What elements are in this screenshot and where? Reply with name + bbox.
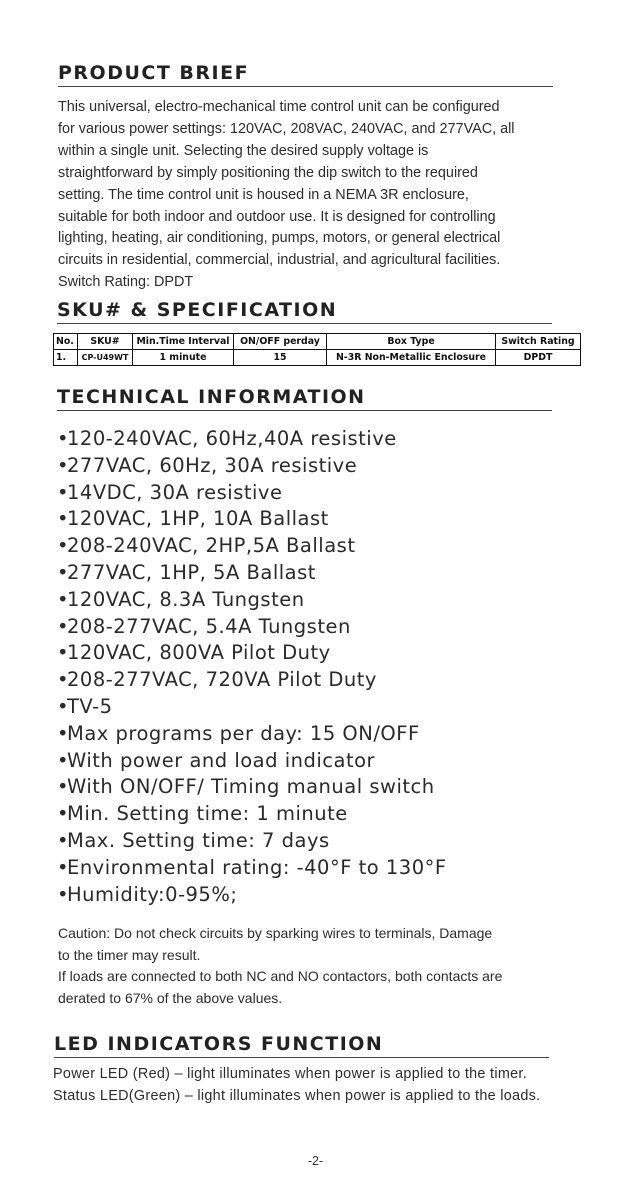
tech-item-text: 120VAC, 1HP, 10A Ballast	[67, 507, 329, 531]
tech-item	[57, 426, 447, 453]
tech-item-text: 277VAC, 60Hz, 30A resistive	[67, 453, 358, 477]
bullet-icon: •	[57, 427, 70, 450]
tech-item-text: Max. Setting time: 7 days	[67, 828, 330, 852]
product-brief-rule	[58, 86, 553, 87]
tech-item	[57, 748, 447, 775]
tech-item-text: 277VAC, 1HP, 5A Ballast	[67, 560, 316, 584]
bullet-icon: •	[57, 560, 70, 584]
bullet-icon: •	[57, 587, 70, 611]
bullet-icon: •	[57, 534, 70, 558]
tech-item-text: Max programs per day: 15 ON/OFF	[67, 721, 420, 745]
brief-line: within a single unit. Selecting the desired supply voltage is	[58, 142, 429, 159]
brief-line: suitable for both indoor and outdoor use. It is designed for controlling	[58, 208, 496, 225]
brief-line: circuits in residential, commercial, industrial, and agricultural facilities.	[58, 252, 501, 269]
led-line: Power LED (Red) – light illuminates when power is applied to the timer.	[53, 1066, 528, 1082]
bullet-icon: •	[57, 748, 70, 772]
brief-line: for various power settings: 120VAC, 208VAC, 240VAC, and 277VAC, all	[58, 120, 515, 137]
caution-line: Caution: Do not check circuits by sparking wires to terminals, Damage	[58, 925, 493, 941]
led-line: Status LED(Green) – light illuminates when power is applied to the loads.	[53, 1087, 541, 1104]
tech-item-text: 120VAC, 800VA Pilot Duty	[67, 641, 331, 665]
bullet-icon: •	[57, 721, 70, 745]
tech-item	[57, 533, 447, 560]
caution-line: If loads are connected to both NC and NO contactors, both contacts are	[58, 968, 503, 984]
spec-cell: 1.	[54, 350, 78, 366]
sku-spec-heading: SKU# & SPECIFICATION	[57, 299, 338, 321]
product-brief-heading: PRODUCT BRIEF	[58, 62, 250, 84]
led-indicators-heading: LED INDICATORS FUNCTION	[54, 1033, 384, 1055]
caution-line: derated to 67% of the above values.	[58, 989, 283, 1006]
spec-table	[53, 333, 581, 366]
tech-item	[57, 640, 447, 667]
bullet-icon: •	[57, 828, 70, 852]
bullet-icon: •	[57, 855, 70, 879]
technical-info-list	[57, 426, 447, 908]
tech-item	[57, 480, 447, 507]
tech-item	[57, 882, 447, 909]
tech-item-text: Min. Setting time: 1 minute	[67, 802, 348, 826]
bullet-icon: •	[57, 802, 70, 826]
led-indicators-rule	[54, 1057, 549, 1058]
tech-item	[57, 667, 447, 694]
tech-item	[57, 721, 447, 748]
brief-line: Switch Rating: DPDT	[58, 274, 194, 291]
spec-data-row	[54, 350, 581, 366]
product-brief-text	[58, 97, 588, 294]
spec-header-cell: Min.Time Interval	[133, 334, 234, 350]
tech-item-text: With power and load indicator	[67, 748, 376, 772]
technical-info-rule	[57, 410, 552, 411]
caution-line: to the timer may result.	[58, 946, 201, 963]
brief-line: setting. The time control unit is housed in a NEMA 3R enclosure,	[58, 186, 469, 203]
tech-item-text: 208-277VAC, 720VA Pilot Duty	[67, 668, 377, 692]
spec-header-cell: Switch Rating	[496, 334, 581, 350]
tech-item-text: 14VDC, 30A resistive	[67, 480, 283, 504]
tech-item	[57, 774, 447, 801]
tech-item	[57, 453, 447, 480]
page-number: -2-	[307, 1154, 324, 1168]
tech-item	[57, 828, 447, 855]
bullet-icon: •	[57, 507, 70, 531]
bullet-icon: •	[57, 882, 70, 906]
spec-cell: 15	[234, 350, 327, 366]
spec-cell: 1 minute	[133, 350, 234, 366]
tech-item	[57, 587, 447, 614]
technical-info-heading: TECHNICAL INFORMATION	[57, 386, 366, 408]
tech-item	[57, 694, 447, 721]
spec-header-cell: Box Type	[327, 334, 496, 350]
spec-header-cell: No.	[54, 334, 78, 350]
bullet-icon: •	[57, 614, 70, 638]
bullet-icon: •	[57, 668, 70, 692]
spec-cell: DPDT	[496, 350, 581, 366]
tech-item-text: 120VAC, 8.3A Tungsten	[67, 587, 305, 611]
tech-item-text: Humidity:0-95%;	[67, 882, 238, 906]
spec-cell: CP-U49WT	[78, 350, 133, 366]
tech-item	[57, 614, 447, 641]
tech-item-text: 208-240VAC, 2HP,5A Ballast	[67, 534, 356, 558]
brief-line: This universal, electro-mechanical time control unit can be configured	[58, 99, 500, 115]
brief-line: lighting, heating, air conditioning, pumps, motors, or general electrical	[58, 230, 501, 247]
tech-item	[57, 560, 447, 587]
led-indicators-text	[53, 1064, 603, 1107]
spec-header-row	[54, 334, 581, 350]
tech-item	[57, 855, 447, 882]
spec-cell: N-3R Non-Metallic Enclosure	[327, 350, 496, 366]
bullet-icon: •	[57, 641, 70, 665]
spec-header-cell: SKU#	[78, 334, 133, 350]
bullet-icon: •	[57, 480, 70, 504]
brief-line: straightforward by simply positioning the dip switch to the required	[58, 164, 478, 181]
tech-item-text: With ON/OFF/ Timing manual switch	[67, 775, 435, 799]
tech-item	[57, 506, 447, 533]
bullet-icon: •	[57, 775, 70, 799]
tech-item-text: 208-277VAC, 5.4A Tungsten	[67, 614, 351, 638]
tech-item-text: TV-5	[67, 694, 113, 718]
tech-item-text: 120-240VAC, 60Hz,40A resistive	[67, 427, 397, 450]
tech-item	[57, 801, 447, 828]
sku-spec-rule	[57, 323, 552, 324]
caution-text	[58, 923, 598, 1009]
bullet-icon: •	[57, 694, 70, 718]
bullet-icon: •	[57, 453, 70, 477]
tech-item-text: Environmental rating: -40°F to 130°F	[67, 855, 447, 879]
spec-header-cell: ON/OFF perday	[234, 334, 327, 350]
